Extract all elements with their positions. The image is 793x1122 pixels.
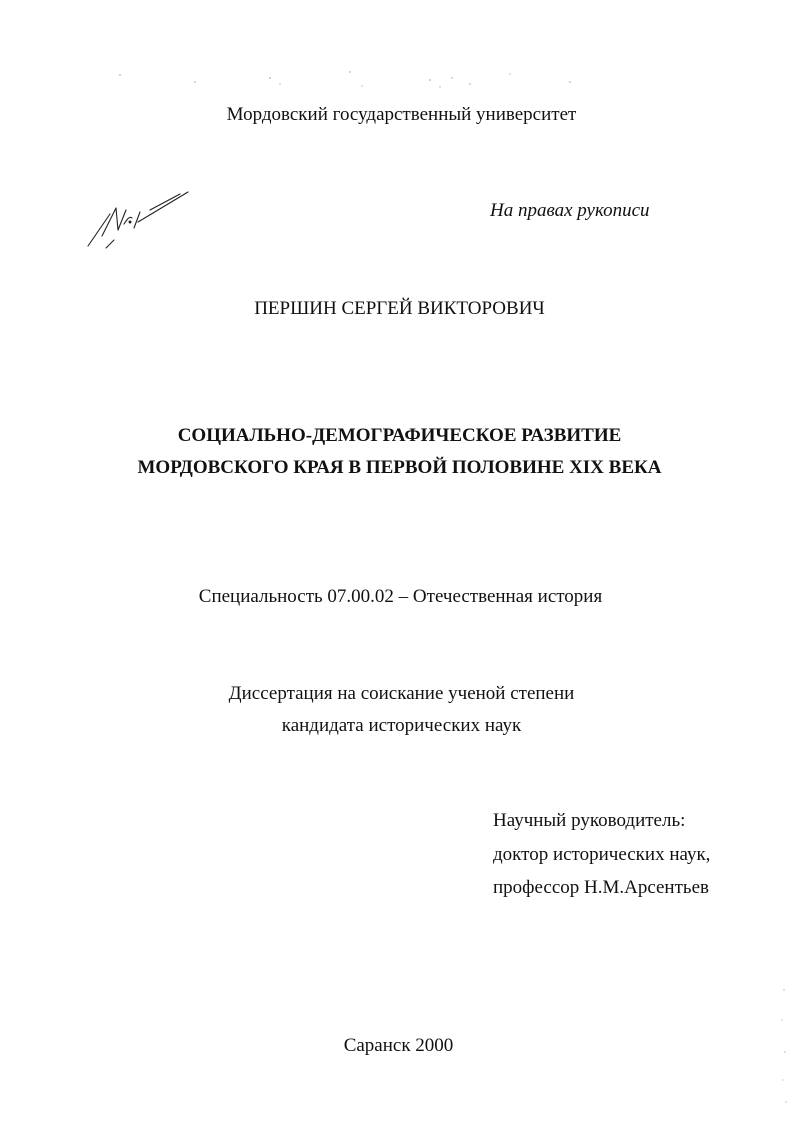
scan-edge-marks — [770, 980, 790, 1110]
handwritten-signature — [80, 188, 195, 253]
city-year: Саранск 2000 — [343, 1035, 454, 1056]
degree-line-1: Диссертация на соискание ученой степени — [228, 683, 575, 704]
institution-name: Мордовский государственный университет — [226, 104, 577, 125]
degree-line-2: кандидата исторических наук — [281, 715, 522, 736]
specialty: Специальность 07.00.02 – Отечественная история — [198, 586, 603, 607]
advisor-degree: доктор исторических наук, — [493, 844, 711, 865]
dissertation-title-line-1: СОЦИАЛЬНО-ДЕМОГРАФИЧЕСКОЕ РАЗВИТИЕ — [177, 425, 622, 446]
author-name: ПЕРШИН СЕРГЕЙ ВИКТОРОВИЧ — [254, 298, 545, 319]
advisor-name: профессор Н.М.Арсентьев — [493, 877, 709, 898]
scan-noise — [100, 60, 600, 100]
dissertation-title-line-2: МОРДОВСКОГО КРАЯ В ПЕРВОЙ ПОЛОВИНЕ XIX ВЕКА — [137, 457, 662, 478]
manuscript-note: На правах рукописи — [490, 200, 650, 221]
advisor-label: Научный руководитель: — [493, 810, 686, 831]
